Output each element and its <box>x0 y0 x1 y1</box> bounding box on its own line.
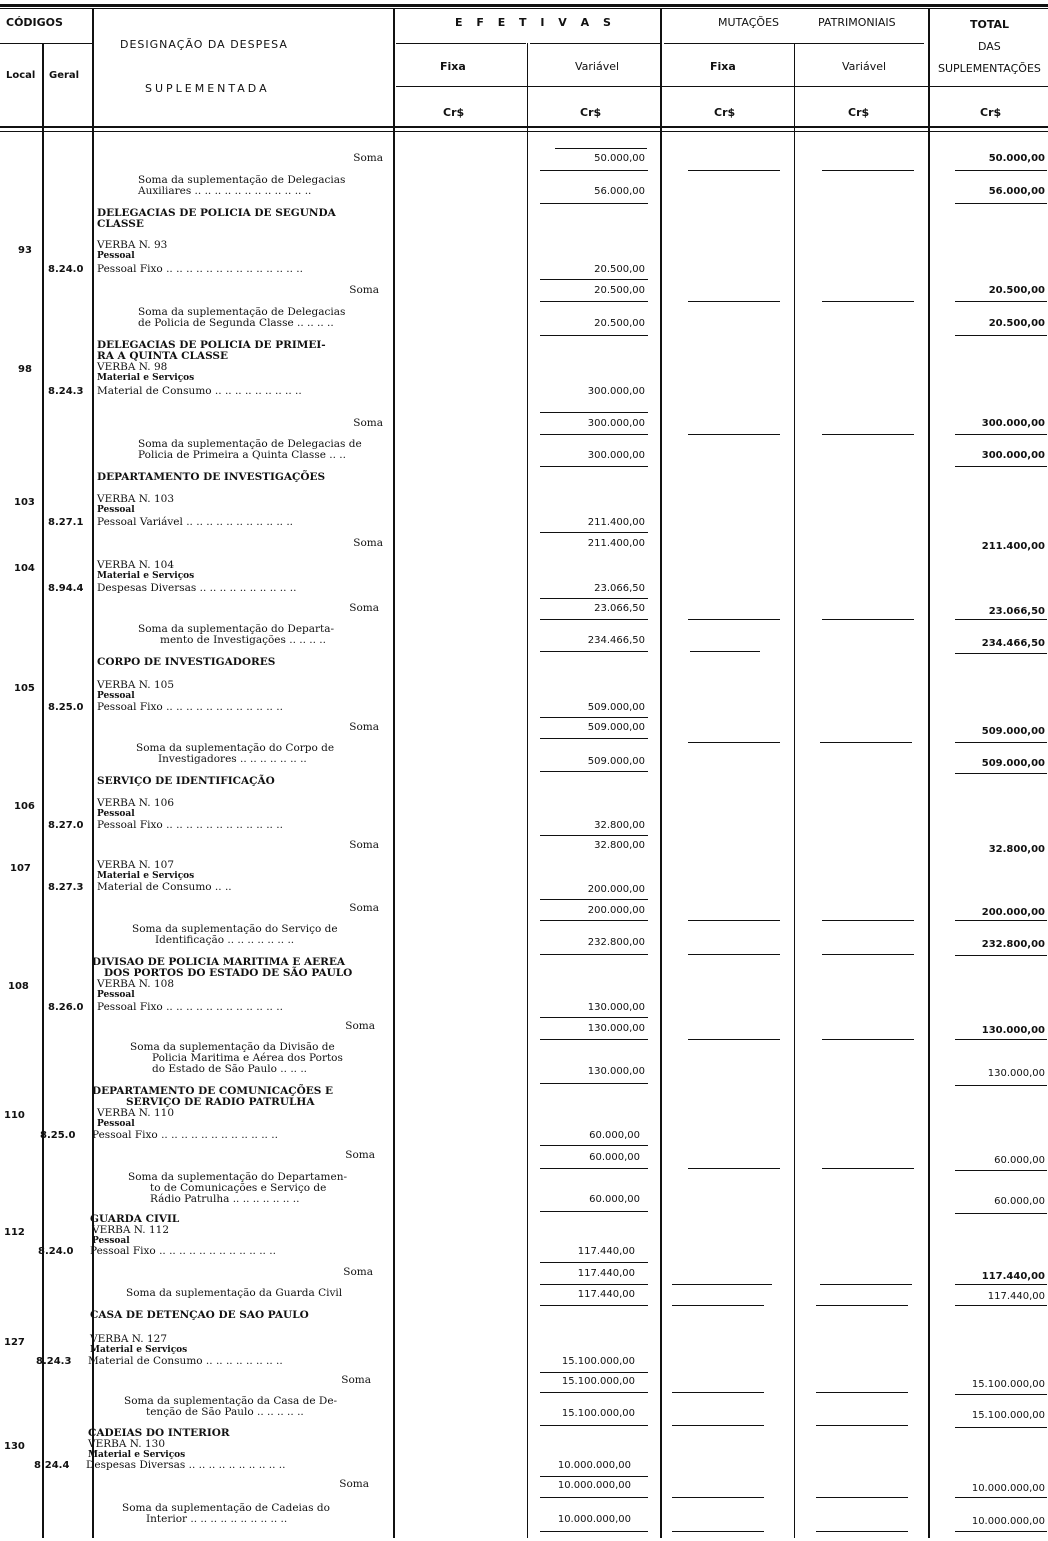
rule <box>820 1284 912 1285</box>
section-title-cont: DOS PORTOS DO ESTADO DE SÃO PAULO <box>104 967 353 979</box>
code-local: 107 <box>10 863 31 874</box>
amount-total: 23.066,50 <box>988 606 1045 617</box>
amount-variavel: 60.000,00 <box>589 1152 640 1163</box>
rule <box>672 1531 764 1532</box>
rule <box>688 434 780 435</box>
rule <box>955 1427 1047 1428</box>
header-variavel-mut: Variável <box>842 60 887 73</box>
code-local: 130 <box>4 1441 25 1452</box>
rule <box>672 1497 764 1498</box>
code-geral: 8.27.0 <box>48 820 84 831</box>
amount-variavel: 10.000.000,00 <box>557 1480 631 1491</box>
verba-label: VERBA N. 106 <box>97 797 175 809</box>
amount-variavel: 300.000,00 <box>587 418 645 429</box>
verba-label: VERBA N. 105 <box>97 679 175 691</box>
amount-total: 10.000.000,00 <box>971 1483 1045 1494</box>
amount-variavel: 200.000,00 <box>587 884 645 895</box>
rule <box>688 301 780 302</box>
rule <box>816 1531 908 1532</box>
amount-variavel: 117.440,00 <box>577 1268 635 1279</box>
efetivas-rule-b <box>530 43 660 44</box>
rule <box>688 619 780 620</box>
amount-total: 130.000,00 <box>987 1068 1045 1079</box>
header-variavel: Variável <box>575 60 620 73</box>
rule <box>955 434 1047 435</box>
code-geral: 8.26.0 <box>48 1002 84 1013</box>
row-soma-suplementacao-cont: Investigadores .. .. .. .. .. .. .. <box>158 753 307 765</box>
section-title: CORPO DE INVESTIGADORES <box>97 656 276 668</box>
amount-variavel: 200.000,00 <box>587 905 645 916</box>
rule <box>955 1213 1047 1214</box>
code-geral: 8.25.0 <box>48 702 84 713</box>
amount-total: 60.000,00 <box>994 1196 1045 1207</box>
rule <box>555 148 647 149</box>
item-desc: Despesas Diversas .. .. .. .. .. .. .. .. .. .. <box>86 1459 286 1471</box>
row-soma: Soma <box>343 1266 373 1278</box>
rule <box>540 1476 648 1477</box>
rule <box>540 1017 648 1018</box>
rule <box>688 954 780 955</box>
amount-variavel: 20.500,00 <box>594 264 645 275</box>
rule <box>822 954 914 955</box>
header-mutacoes: MUTAÇÕES <box>718 16 780 29</box>
amount-variavel: 20.500,00 <box>594 285 645 296</box>
rule <box>955 955 1047 956</box>
rule <box>688 1168 780 1169</box>
rule <box>540 1083 648 1084</box>
rule <box>822 170 914 171</box>
code-local: 112 <box>4 1227 25 1238</box>
amount-variavel: 15.100.000,00 <box>561 1356 635 1367</box>
rule <box>540 412 648 413</box>
rule <box>822 434 914 435</box>
amount-total: 300.000,00 <box>981 418 1045 429</box>
efetivas-rule-a <box>396 43 526 44</box>
header-das: DAS <box>978 40 1001 53</box>
amount-variavel: 23.066,50 <box>594 603 645 614</box>
item-desc: Material de Consumo .. .. <box>97 881 232 893</box>
row-soma-suplementacao-cont: Interior .. .. .. .. .. .. .. .. .. .. <box>146 1513 288 1525</box>
rule <box>540 1284 648 1285</box>
code-local: 110 <box>4 1110 25 1121</box>
col-sep-local <box>42 43 44 1538</box>
amount-total: 130.000,00 <box>981 1025 1045 1036</box>
row-soma-suplementacao: Soma da suplementação do Serviço de <box>132 923 338 935</box>
amount-total: 60.000,00 <box>994 1155 1045 1166</box>
verba-sub: Pessoal <box>97 251 135 261</box>
rule <box>955 920 1047 921</box>
header-suplementada: SUPLEMENTADA <box>145 82 270 95</box>
amount-total: 234.466,50 <box>981 638 1045 649</box>
section-title-cont: RA A QUINTA CLASSE <box>97 350 229 362</box>
amount-total: 211.400,00 <box>981 541 1045 552</box>
item-desc: Material de Consumo .. .. .. .. .. .. .. .. .. <box>97 385 302 397</box>
verba-label: VERBA N. 107 <box>97 859 175 871</box>
rule <box>540 170 648 171</box>
header-patrimoniais: PATRIMONIAIS <box>818 16 896 29</box>
code-geral: 8.27.1 <box>48 517 84 528</box>
rule <box>540 920 648 921</box>
verba-sub: Pessoal <box>97 809 135 819</box>
row-soma-suplementacao-cont: to de Comunicações e Serviço de <box>150 1182 327 1194</box>
rule <box>540 619 648 620</box>
amount-total: 509.000,00 <box>981 726 1045 737</box>
subheader-rule <box>396 86 1048 87</box>
row-soma-suplementacao: Soma da suplementação do Departa- <box>138 623 335 635</box>
row-soma: Soma <box>349 721 379 733</box>
row-soma: Soma <box>345 1020 375 1032</box>
rule <box>822 1168 914 1169</box>
verba-label: VERBA N. 104 <box>97 559 175 571</box>
header-cr-2: Cr$ <box>580 106 602 119</box>
section-title: DELEGACIAS DE POLICIA DE SEGUNDA <box>97 207 336 219</box>
row-soma-suplementacao: Soma da suplementação de Delegacias <box>138 174 346 186</box>
rule <box>540 1531 648 1532</box>
rule <box>672 1284 772 1285</box>
header-suplementacoes: SUPLEMENTAÇÕES <box>938 62 1041 75</box>
amount-variavel: 60.000,00 <box>589 1130 640 1141</box>
header-fixa: Fixa <box>440 60 466 73</box>
code-geral: 8.24.3 <box>48 386 84 397</box>
col-sep-mut-var <box>928 8 930 1538</box>
rule <box>955 1170 1047 1171</box>
amount-total: 200.000,00 <box>981 907 1045 918</box>
row-soma: Soma <box>345 1149 375 1161</box>
header-efetivas: E F E T I V A S <box>455 16 616 29</box>
rule <box>816 1497 908 1498</box>
verba-label: VERBA N. 112 <box>92 1224 170 1236</box>
row-soma-suplementacao-cont: Rádio Patrulha .. .. .. .. .. .. .. <box>150 1193 300 1205</box>
section-title-cont: SERVIÇO DE RADIO PATRULHA <box>126 1096 315 1108</box>
amount-variavel: 130.000,00 <box>587 1066 645 1077</box>
rule <box>540 717 648 718</box>
item-desc: Pessoal Fixo .. .. .. .. .. .. .. .. .. .. .. .. .. .. <box>97 263 303 275</box>
rule <box>540 1039 648 1040</box>
rule <box>955 773 1047 774</box>
amount-total: 509.000,00 <box>981 758 1045 769</box>
amount-variavel: 20.500,00 <box>594 318 645 329</box>
rule <box>540 1211 648 1212</box>
rule <box>540 203 648 204</box>
amount-variavel: 509.000,00 <box>587 702 645 713</box>
section-title: GUARDA CIVIL <box>90 1213 180 1225</box>
section-title: DELEGACIAS DE POLICIA DE PRIMEI- <box>97 339 326 351</box>
rule <box>955 203 1047 204</box>
item-desc: Pessoal Fixo .. .. .. .. .. .. .. .. .. .. .. .. <box>92 1129 278 1141</box>
section-title: CADEIAS DO INTERIOR <box>88 1427 230 1439</box>
amount-variavel: 300.000,00 <box>587 386 645 397</box>
row-soma-suplementacao-cont: Policia Maritima e Aérea dos Portos <box>152 1052 343 1064</box>
amount-variavel: 211.400,00 <box>587 538 645 549</box>
row-soma: Soma <box>353 417 383 429</box>
rule <box>816 1425 908 1426</box>
amount-variavel: 130.000,00 <box>587 1002 645 1013</box>
section-title: CASA DE DETENÇAO DE SAO PAULO <box>90 1309 309 1321</box>
rule <box>688 170 780 171</box>
verba-sub: Material e Serviços <box>97 871 195 881</box>
rule <box>955 335 1047 336</box>
rule <box>672 1425 764 1426</box>
row-soma-suplementacao: Soma da suplementação de Delegacias de <box>138 438 362 450</box>
rule <box>540 1497 648 1498</box>
rule <box>688 1039 780 1040</box>
codigos-rule <box>0 43 92 44</box>
amount-variavel: 32.800,00 <box>594 840 645 851</box>
amount-total: 15.100.000,00 <box>971 1379 1045 1390</box>
rule <box>672 1305 764 1306</box>
rule <box>822 301 914 302</box>
row-soma-suplementacao-cont: tenção de São Paulo .. .. .. .. .. <box>146 1406 304 1418</box>
rule <box>540 335 648 336</box>
amount-total: 56.000,00 <box>988 186 1045 197</box>
header-total: TOTAL <box>970 18 1010 31</box>
verba-label: VERBA N. 130 <box>88 1438 166 1450</box>
row-soma-suplementacao: Soma da suplementação de Cadeias do <box>122 1502 330 1514</box>
amount-variavel: 15.100.000,00 <box>561 1376 635 1387</box>
rule <box>540 738 648 739</box>
verba-sub: Pessoal <box>97 990 135 1000</box>
rule <box>540 466 648 467</box>
code-geral: 8.24.0 <box>48 264 84 275</box>
header-bottom-rule <box>0 126 1048 128</box>
amount-variavel: 50.000,00 <box>594 153 645 164</box>
section-title: DEPARTAMENTO DE COMUNICAÇÕES E <box>92 1085 333 1097</box>
row-soma-suplementacao: Soma da suplementação da Casa de De- <box>124 1395 338 1407</box>
amount-total: 50.000,00 <box>988 153 1045 164</box>
amount-total: 117.440,00 <box>987 1291 1045 1302</box>
code-geral: 8.24.0 <box>38 1246 74 1257</box>
rule <box>955 1531 1047 1532</box>
row-soma-suplementacao: Soma da suplementação da Divisão de <box>130 1041 335 1053</box>
code-local: 93 <box>18 245 32 256</box>
rule <box>955 170 1047 171</box>
rule <box>955 742 1047 743</box>
amount-variavel: 300.000,00 <box>587 450 645 461</box>
amount-variavel: 56.000,00 <box>594 186 645 197</box>
code-local: 105 <box>14 683 35 694</box>
header-geral: Geral <box>49 70 80 81</box>
code-local: 104 <box>14 563 35 574</box>
header-fixa-mut: Fixa <box>710 60 736 73</box>
row-soma-suplementacao-cont: Identificação .. .. .. .. .. .. .. <box>155 934 295 946</box>
header-cr-3: Cr$ <box>714 106 736 119</box>
row-soma-suplementacao-cont: Policia de Primeira a Quinta Classe .. .. <box>138 449 346 461</box>
row-soma: Soma <box>349 902 379 914</box>
code-geral: 8.94.4 <box>48 583 84 594</box>
row-soma: Soma <box>341 1374 371 1386</box>
section-title-cont: CLASSE <box>97 218 144 230</box>
amount-total: 10.000.000,00 <box>971 1516 1045 1527</box>
header-codigos: CÓDIGOS <box>6 16 63 29</box>
rule <box>540 771 648 772</box>
rule <box>540 301 648 302</box>
row-soma-suplementacao: Soma da suplementação do Departamen- <box>128 1171 348 1183</box>
rule <box>540 532 648 533</box>
header-cr-4: Cr$ <box>848 106 870 119</box>
verba-sub: Material e Serviços <box>97 571 195 581</box>
rule <box>955 1085 1047 1086</box>
rule <box>540 434 648 435</box>
amount-variavel: 23.066,50 <box>594 583 645 594</box>
rule <box>540 1145 648 1146</box>
rule <box>955 1305 1047 1306</box>
rule <box>540 1305 648 1306</box>
item-desc: Pessoal Variável .. .. .. .. .. .. .. .. .. .. .. <box>97 516 294 528</box>
row-soma-suplementacao-cont: Auxiliares .. .. .. .. .. .. .. .. .. .. .. .. <box>138 185 312 197</box>
rule <box>822 920 914 921</box>
verba-label: VERBA N. 110 <box>97 1107 175 1119</box>
rule <box>955 1284 1047 1285</box>
amount-variavel: 10.000.000,00 <box>557 1514 631 1525</box>
header-top-rule-thin <box>0 8 1048 9</box>
code-local: 108 <box>8 981 29 992</box>
code-local: 127 <box>4 1337 25 1348</box>
code-local: 103 <box>14 497 35 508</box>
row-soma: Soma <box>349 602 379 614</box>
amount-variavel: 117.440,00 <box>577 1246 635 1257</box>
amount-total: 117.440,00 <box>981 1271 1045 1282</box>
rule <box>540 954 648 955</box>
rule <box>688 742 780 743</box>
row-soma: Soma <box>353 537 383 549</box>
verba-sub: Pessoal <box>97 1119 135 1129</box>
verba-sub: Pessoal <box>97 505 135 515</box>
rule <box>688 920 780 921</box>
rule <box>955 653 1047 654</box>
code-geral: 8.24.3 <box>36 1356 72 1367</box>
amount-variavel: 232.800,00 <box>587 937 645 948</box>
rule <box>955 1039 1047 1040</box>
rule <box>822 1039 914 1040</box>
rule <box>820 742 912 743</box>
section-title: DIVISAO DE POLICIA MARITIMA E AEREA <box>92 956 346 968</box>
rule <box>955 1497 1047 1498</box>
rule <box>540 899 648 900</box>
code-local: 106 <box>14 801 35 812</box>
amount-total: 15.100.000,00 <box>971 1410 1045 1421</box>
rule <box>540 1425 648 1426</box>
rule <box>955 619 1047 620</box>
verba-label: VERBA N. 108 <box>97 978 175 990</box>
code-local: 98 <box>18 364 32 375</box>
verba-label: VERBA N. 103 <box>97 493 175 505</box>
verba-sub: Pessoal <box>97 691 135 701</box>
code-geral: 8.24.4 <box>34 1460 70 1471</box>
code-geral: 8.27.3 <box>48 882 84 893</box>
header-local: Local <box>6 70 36 81</box>
amount-variavel: 15.100.000,00 <box>561 1408 635 1419</box>
rule <box>540 835 648 836</box>
verba-label: VERBA N. 98 <box>97 361 168 373</box>
row-soma-suplementacao: Soma da suplementação da Guarda Civil <box>126 1287 343 1299</box>
amount-total: 300.000,00 <box>981 450 1045 461</box>
rule <box>540 598 648 599</box>
rule <box>690 651 760 652</box>
verba-label: VERBA N. 127 <box>90 1333 168 1345</box>
verba-sub: Material e Serviços <box>90 1345 188 1355</box>
row-soma: Soma <box>339 1478 369 1490</box>
col-sep-mut-fixa <box>794 43 795 1538</box>
rule <box>955 1394 1047 1395</box>
header-top-rule <box>0 4 1048 7</box>
row-soma-suplementacao: Soma da suplementação do Corpo de <box>136 742 335 754</box>
header-bottom-rule-thin <box>0 131 1048 132</box>
amount-variavel: 234.466,50 <box>587 635 645 646</box>
row-soma-suplementacao-cont: mento de Investigações .. .. .. .. <box>160 634 326 646</box>
rule <box>955 466 1047 467</box>
header-designacao: DESIGNAÇÃO DA DESPESA <box>120 38 288 51</box>
rule <box>816 1305 908 1306</box>
rule <box>822 619 914 620</box>
item-desc: Pessoal Fixo .. .. .. .. .. .. .. .. .. .. .. .. <box>97 1001 283 1013</box>
col-sep-fixa <box>527 43 528 1538</box>
verba-sub: Material e Serviços <box>97 373 195 383</box>
verba-sub: Material e Serviços <box>88 1450 186 1460</box>
amount-variavel: 10.000.000,00 <box>557 1460 631 1471</box>
verba-sub: Pessoal <box>92 1236 130 1246</box>
amount-variavel: 60.000,00 <box>589 1194 640 1205</box>
amount-total: 32.800,00 <box>988 844 1045 855</box>
amount-total: 232.800,00 <box>981 939 1045 950</box>
amount-total: 20.500,00 <box>988 318 1045 329</box>
section-title: DEPARTAMENTO DE INVESTIGAÇÕES <box>97 471 326 483</box>
col-sep-var <box>660 8 662 1538</box>
rule <box>540 279 648 280</box>
amount-total: 20.500,00 <box>988 285 1045 296</box>
header-cr-1: Cr$ <box>443 106 465 119</box>
amount-variavel: 509.000,00 <box>587 756 645 767</box>
item-desc: Pessoal Fixo .. .. .. .. .. .. .. .. .. .. .. .. <box>97 819 283 831</box>
rule <box>540 651 648 652</box>
row-soma: Soma <box>349 839 379 851</box>
rule <box>540 1168 648 1169</box>
amount-variavel: 130.000,00 <box>587 1023 645 1034</box>
row-soma-suplementacao-cont: do Estado de São Paulo .. .. .. <box>152 1063 308 1075</box>
header-cr-5: Cr$ <box>980 106 1002 119</box>
item-desc: Despesas Diversas .. .. .. .. .. .. .. .. .. .. <box>97 582 297 594</box>
row-soma: Soma <box>353 152 383 164</box>
col-sep-desc <box>393 8 395 1538</box>
rule <box>955 301 1047 302</box>
amount-variavel: 32.800,00 <box>594 820 645 831</box>
rule <box>540 1372 648 1373</box>
row-soma-suplementacao-cont: de Policia de Segunda Classe .. .. .. .. <box>138 317 334 329</box>
amount-variavel: 117.440,00 <box>577 1289 635 1300</box>
rule <box>540 1392 648 1393</box>
code-geral: 8.25.0 <box>40 1130 76 1141</box>
row-soma: Soma <box>349 284 379 296</box>
amount-variavel: 509.000,00 <box>587 722 645 733</box>
section-title: SERVIÇO DE IDENTIFICAÇÃO <box>97 775 275 787</box>
row-soma-suplementacao: Soma da suplementação de Delegacias <box>138 306 346 318</box>
verba-label: VERBA N. 93 <box>97 239 168 251</box>
item-desc: Pessoal Fixo .. .. .. .. .. .. .. .. .. .. .. .. <box>90 1245 276 1257</box>
rule <box>540 1262 648 1263</box>
item-desc: Pessoal Fixo .. .. .. .. .. .. .. .. .. .. .. .. <box>97 701 283 713</box>
amount-variavel: 211.400,00 <box>587 517 645 528</box>
rule <box>816 1392 908 1393</box>
rule <box>672 1392 764 1393</box>
item-desc: Material de Consumo .. .. .. .. .. .. .. .. <box>88 1355 283 1367</box>
